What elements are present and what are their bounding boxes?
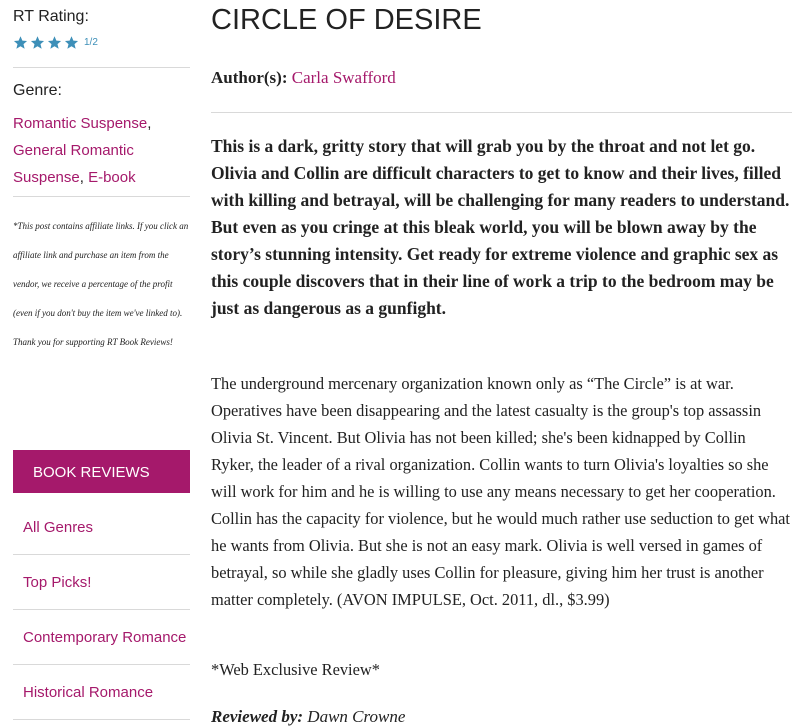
genre-label: Genre: <box>13 82 62 99</box>
genre-separator: , <box>147 115 152 132</box>
nav-item-all-genres[interactable] <box>13 500 190 555</box>
nav-link[interactable]: Top Picks! <box>23 574 92 591</box>
reviews-nav <box>13 500 190 720</box>
author-link[interactable]: Carla Swafford <box>291 68 396 87</box>
review-body: The underground mercenary organization known only as “The Circle” is at war. Operatives have been disappearing and the latest casualty is the group's top assassin Olivia St. Vincent. But Olivia has not been killed; she's been kidnapped by Collin Ryker, the leader of a rival organization. Collin wants to turn Olivia's loyalties so she will work for him and he is willing to use any means necessary to get her cooperation. Collin has the capacity for violence, but he would much rather use seduction to get what he wants from Olivia. But she is not an easy mark. Olivia is well versed in games of betrayal, so while she gladly uses Collin for pleasure, giving him her trust is another matter completely. (AVON IMPULSE, Oct. 2011, dl., $3.99) <box>211 374 790 609</box>
reviewer-label: Reviewed by: <box>211 707 304 726</box>
review-summary: This is a dark, gritty story that will grab you by the throat and not let go. Olivia and Collin are difficult characters to get to know and their lives, filled with killing and betrayal, will be challenging for many readers to understand. But even as you cringe at this bleak world, you will be blown away by the story’s stunning intensity. Get ready for extreme violence and graphic sex as this couple discovers that in their line of work a trip to the bedroom may be just as dangerous as a gunfight. <box>211 136 790 318</box>
nav-item-historical-romance[interactable] <box>13 665 190 720</box>
nav-item-contemporary-romance[interactable] <box>13 610 190 665</box>
nav-item-top-picks[interactable] <box>13 555 190 610</box>
rating-label: RT Rating: <box>13 8 89 25</box>
sidebar <box>13 0 190 728</box>
genre-separator: , <box>79 169 84 186</box>
reviewer-name: Dawn Crowne <box>307 707 406 726</box>
nav-link[interactable]: All Genres <box>23 519 94 536</box>
genre-link-general-romantic-suspense[interactable]: General Romantic Suspense <box>13 142 134 186</box>
reviewer-line <box>211 707 405 727</box>
book-title: CIRCLE OF DESIRE <box>211 4 482 36</box>
divider <box>13 196 190 197</box>
divider <box>211 112 792 113</box>
star-icon <box>30 35 45 50</box>
book-reviews-heading: BOOK REVIEWS <box>13 450 190 493</box>
nav-link[interactable]: Historical Romance <box>23 684 154 701</box>
star-icon <box>64 35 79 50</box>
nav-link[interactable]: Contemporary Romance <box>23 629 187 646</box>
genre-block <box>13 82 190 191</box>
divider <box>13 67 190 68</box>
affiliate-note: *This post contains affiliate links. If you click an affiliate link and purchase an item from the vendor, we receive a percentage of the profit (even if you don't buy the item we've linked to). Thank you for supporting RT Book Reviews! <box>13 221 189 347</box>
star-icon <box>13 35 28 50</box>
genre-list <box>13 110 190 191</box>
rating-half: 1/2 <box>84 37 98 48</box>
author-label: Author(s): <box>211 68 288 87</box>
star-icon <box>47 35 62 50</box>
genre-link-romantic-suspense[interactable]: Romantic Suspense <box>13 115 148 132</box>
rating-stars <box>13 35 190 50</box>
rating-block <box>13 8 190 50</box>
web-exclusive-note: *Web Exclusive Review* <box>211 660 380 679</box>
genre-link-ebook[interactable]: E-book <box>88 169 136 186</box>
author-line <box>211 68 396 88</box>
